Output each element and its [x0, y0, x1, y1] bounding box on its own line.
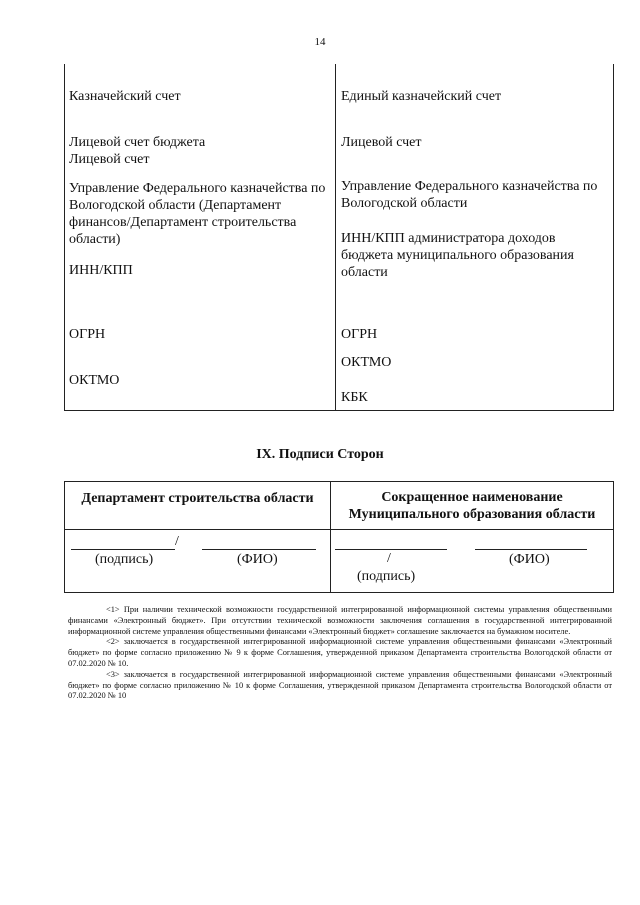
page-number: 14	[314, 36, 326, 48]
right-ogrn: ОГРН	[341, 327, 378, 342]
footnote-1: <1> При наличии технической возможности государственной интегрированной информационной системы управления общественными финансами «Электронный бюджет». При отсутствии технической возможности заключения соглашения в государственной интегрированной информационной системе управления общественными финансами «Электронный бюджет» соглашение заключается на бумажном носителе.	[68, 605, 612, 636]
signatures-table	[64, 481, 614, 593]
left-signature-label: (подпись)	[95, 552, 154, 567]
left-budget-account: Лицевой счет бюджета	[69, 135, 206, 150]
right-oktmo: ОКТМО	[341, 355, 392, 370]
right-inn-kpp: ИНН/КПП администратора доходов бюджета муниципального образования области	[341, 231, 574, 280]
left-name-line	[202, 549, 316, 550]
right-personal-account: Лицевой счет	[341, 135, 422, 150]
left-personal-account: Лицевой счет	[69, 152, 150, 167]
footnotes	[68, 605, 612, 702]
requisites-table	[64, 64, 614, 411]
right-kbk: КБК	[341, 390, 368, 405]
left-signature-line	[71, 549, 175, 550]
right-name-line	[475, 549, 587, 550]
left-oktmo: ОКТМО	[69, 373, 120, 388]
right-party-name-line1: Сокращенное наименование	[381, 490, 563, 505]
footnote-2: <2> заключается в государственной интегрированной информационной системе управления общественными финансами «Электронный бюджет» по форме согласно приложению № 9 к форме Соглашения, утвержденной приказом Департамента строительства Вологодской области от 07.02.2020 № 10.	[68, 637, 612, 668]
row-divider	[65, 529, 613, 530]
footnote-3: <3> заключается в государственной интегрированной информационной системе управления общественными финансами «Электронный бюджет» по форме согласно приложению № 10 к форме Соглашения, утвержденной приказом Департамента строительства Вологодской области от 07.02.2020 № 10	[68, 669, 612, 701]
right-treasury-office: Управление Федерального казначейства по Вологодской области	[341, 179, 598, 211]
left-party-name: Департамент строительства области	[81, 491, 314, 506]
right-slash: /	[387, 551, 391, 566]
right-signature-label: (подпись)	[357, 569, 416, 584]
right-party-name-line2: Муниципального образования области	[348, 507, 596, 522]
right-treasury-account: Единый казначейский счет	[341, 89, 502, 104]
left-treasury-office: Управление Федерального казначейства по Вологодской области (Департамент финансов/Департамент строительства области)	[69, 181, 326, 247]
section-heading: IX. Подписи Сторон	[256, 447, 384, 462]
left-slash: /	[175, 534, 179, 549]
left-treasury-account: Казначейский счет	[69, 89, 181, 104]
right-name-label: (ФИО)	[509, 552, 550, 567]
left-name-label: (ФИО)	[237, 552, 278, 567]
right-signature-line	[335, 549, 447, 550]
left-inn-kpp: ИНН/КПП	[69, 263, 133, 278]
left-ogrn: ОГРН	[69, 327, 106, 342]
column-divider	[335, 64, 336, 410]
